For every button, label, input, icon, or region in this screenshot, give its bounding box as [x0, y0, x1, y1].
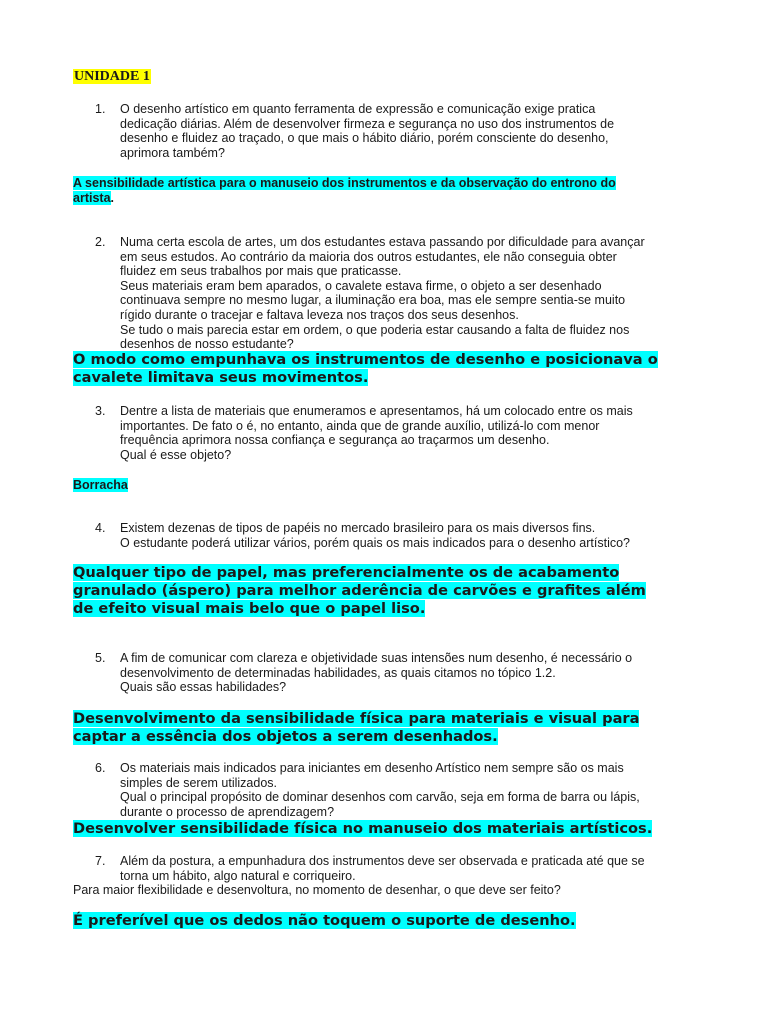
question-line: dedicação diárias. Além de desenvolver firmeza e segurança no uso dos instrumentos de: [120, 116, 615, 131]
question-line: Seus materiais eram bem aparados, o cavalete estava firme, o objeto a ser desenhado: [120, 278, 602, 293]
question-6: [95, 761, 695, 819]
question-line: rígido durante o tracejar e faltava leveza nos traços dos seus desenhos.: [120, 307, 519, 322]
answer-7: [73, 912, 576, 930]
question-line: importantes. De fato o é, no entanto, ainda que de grande auxílio, utilizá-lo com menor: [120, 418, 600, 433]
answer-4: [73, 564, 646, 618]
answer-line: O modo como empunhava os instrumentos de desenho e posicionava o: [73, 351, 658, 368]
answer-5: [73, 710, 639, 746]
answer-punctuation: .: [110, 191, 115, 205]
question-4: [95, 521, 695, 550]
question-line: desenvolvimento de determinadas habilidades, as quais citamos no tópico 1.2.: [120, 665, 556, 680]
question-7: [73, 854, 695, 898]
answer-line: granulado (áspero) para melhor aderência de carvões e grafites além: [73, 582, 646, 599]
question-line: Existem dezenas de tipos de papéis no mercado brasileiro para os mais diversos fins.: [120, 521, 596, 535]
question-line: Se tudo o mais parecia estar em ordem, o que poderia estar causando a falta de fluidez nos: [120, 322, 630, 337]
answer-2: [73, 351, 658, 387]
answer-line: A sensibilidade artística para o manuseio dos instrumentos e da observação do entrono do: [73, 176, 616, 190]
question-line: Os materiais mais indicados para iniciantes em desenho Artístico nem sempre são os mais: [120, 761, 624, 775]
question-number: 5.: [95, 651, 106, 665]
question-line: O desenho artístico em quanto ferramenta de expressão e comunicação exige pratica: [120, 102, 596, 116]
question-line: Para maior flexibilidade e desenvoltura, no momento de desenhar, o que deve ser feito?: [73, 883, 561, 898]
question-number: 1.: [95, 102, 106, 116]
question-2: [95, 235, 695, 352]
question-line: A fim de comunicar com clareza e objetividade suas intensões num desenho, é necessário o: [120, 651, 633, 665]
question-line: desenho e fluidez ao traçado, o que mais o hábito diário, porém consciente do desenho,: [120, 131, 609, 146]
answer-1: [73, 176, 616, 206]
question-number: 3.: [95, 404, 106, 418]
unit-heading: [73, 69, 151, 85]
question-line: continuava sempre no mesmo lugar, a iluminação era boa, mas ele sempre sentia-se muito: [120, 293, 626, 308]
answer-line: Desenvolvimento da sensibilidade física para materiais e visual para: [73, 710, 640, 727]
question-number: 2.: [95, 235, 106, 249]
answer-3: [73, 478, 128, 493]
answer-line: Desenvolver sensibilidade física no manuseio dos materiais artísticos.: [73, 820, 653, 837]
question-line: simples de serem utilizados.: [120, 775, 278, 790]
question-line: desenhos de nosso estudante?: [120, 337, 294, 352]
question-line: durante o processo de aprendizagem?: [120, 804, 335, 819]
question-line: O estudante poderá utilizar vários, porém quais os mais indicados para o desenho artístico?: [120, 535, 631, 550]
answer-line: de efeito visual mais belo que o papel liso.: [73, 600, 426, 617]
answer-line: captar a essência dos objetos a serem desenhados.: [73, 728, 498, 745]
question-line: aprimora também?: [120, 145, 225, 160]
answer-6: [73, 820, 652, 838]
question-line: Numa certa escola de artes, um dos estudantes estava passando por dificuldade para avançar: [120, 235, 645, 249]
question-line: Qual o principal propósito de dominar desenhos com carvão, seja em forma de barra ou lápis,: [120, 790, 640, 805]
question-1: [95, 102, 695, 160]
question-line: fluidez em seus trabalhos por mais que praticasse.: [120, 264, 402, 279]
question-line: torna um hábito, algo natural e corriqueiro.: [120, 868, 356, 883]
question-3: [95, 404, 695, 462]
question-number: 4.: [95, 521, 106, 535]
question-5: [95, 651, 695, 695]
question-line: em seus estudos. Ao contrário da maioria dos outros estudantes, ele não conseguia obter: [120, 249, 617, 264]
question-number: 7.: [95, 854, 106, 868]
question-line: frequência aprimora nossa confiança e segurança ao traçarmos um desenho.: [120, 433, 550, 448]
answer-line: Borracha: [73, 478, 128, 492]
answer-line: É preferível que os dedos não toquem o suporte de desenho.: [73, 912, 576, 929]
question-line: Quais são essas habilidades?: [120, 680, 287, 695]
answer-line: artista: [73, 191, 111, 205]
answer-line: Qualquer tipo de papel, mas preferencialmente os de acabamento: [73, 564, 620, 581]
question-line: Dentre a lista de materiais que enumeramos e apresentamos, há um colocado entre os mais: [120, 404, 633, 418]
question-line: Qual é esse objeto?: [120, 447, 232, 462]
unit-heading-text: UNIDADE 1: [74, 69, 150, 84]
answer-line: cavalete limitava seus movimentos.: [73, 369, 369, 386]
question-line: Além da postura, a empunhadura dos instrumentos deve ser observada e praticada até que se: [120, 854, 645, 868]
question-number: 6.: [95, 761, 106, 775]
